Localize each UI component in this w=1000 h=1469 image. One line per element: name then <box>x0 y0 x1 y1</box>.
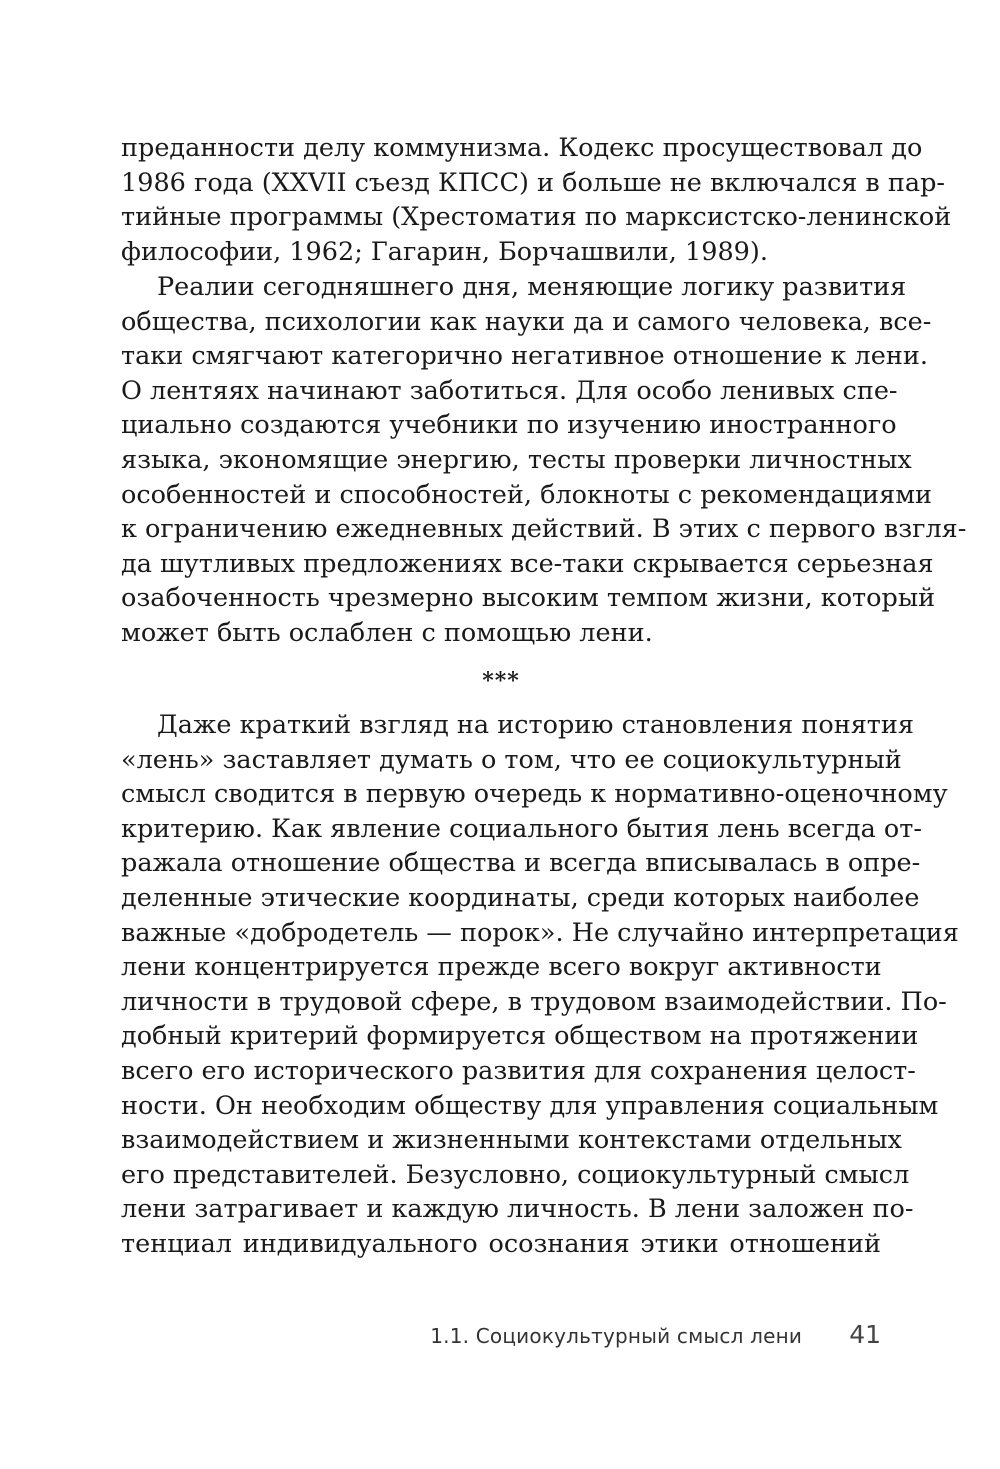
text-line: личности в трудовой сфере, в трудовом взаимодействии. По- <box>121 986 947 1017</box>
text-line: деленные этические координаты, среди которых наиболее <box>121 882 920 913</box>
running-head: 1.1. Социокультурный смысл лени <box>430 1324 803 1348</box>
text-line: Реалии сегодняшнего дня, меняющие логику развития <box>157 272 907 302</box>
text-line: тенциал индивидуального осознания этики отношений <box>121 1228 881 1259</box>
page-footer <box>430 1320 881 1349</box>
text-line: озабоченность чрезмерно высоким темпом жизни, который <box>121 583 936 614</box>
page-number: 41 <box>849 1320 881 1349</box>
text-line: преданности делу коммунизма. Кодекс просуществовал до <box>121 133 923 163</box>
text-line: смысл сводится в первую очередь к нормативно-оценочному <box>121 779 948 810</box>
text-line: может быть ослаблен с помощью лени. <box>121 617 653 648</box>
text-line: к ограничению ежедневных действий. В этих с первого взгля- <box>121 514 967 545</box>
text-line: добный критерий формируется обществом на протяжении <box>121 1021 919 1052</box>
text-line: лени концентрируется прежде всего вокруг активности <box>121 952 882 983</box>
text-line: лени затрагивает и каждую личность. В лени заложен по- <box>121 1194 914 1225</box>
text-line: критерию. Как явление социального бытия лень всегда от- <box>121 813 922 844</box>
text-line: важные «добродетель — порок». Не случайно интерпретация <box>121 917 959 948</box>
text-line: всего его исторического развития для сохранения целост- <box>121 1055 916 1086</box>
text-line: философии, 1962; Гагарин, Борчашвили, 1989). <box>121 236 768 267</box>
paragraph-continuation <box>121 131 952 269</box>
text-line: особенностей и способностей, блокноты с рекомендациями <box>121 479 933 510</box>
text-line: да шутливых предложениях все-таки скрывается серьезная <box>121 548 934 579</box>
text-line: циально создаются учебники по изучению иностранного <box>121 410 897 441</box>
text-line: ражала отношение общества и всегда вписывалась в опре- <box>121 848 921 879</box>
text-line: «лень» заставляет думать о том, что ее социокультурный <box>121 744 902 775</box>
text-line: общества, психологии как науки да и самого человека, все- <box>121 306 932 337</box>
text-line: его представителей. Безусловно, социокультурный смысл <box>121 1159 910 1190</box>
text-line: языка, экономящие энергию, тесты проверки личностных <box>121 444 912 475</box>
text-line: 1986 года (XXVII съезд КПСС) и больше не включался в пар- <box>121 167 946 198</box>
section-separator: *** <box>482 668 520 694</box>
paragraph-realities <box>121 270 967 651</box>
text-line: взаимодействием и жизненными контекстами отдельных <box>121 1125 902 1156</box>
text-line: Даже краткий взгляд на историю становления понятия <box>157 710 914 740</box>
text-line: таки смягчают категорично негативное отношение к лени. <box>121 341 928 372</box>
text-line: О лентяях начинают заботиться. Для особо ленивых спе- <box>121 375 898 406</box>
text-line: тийные программы (Хрестоматия по марксистско-ленинской <box>121 202 952 233</box>
paragraph-history <box>121 708 959 1262</box>
text-line: ности. Он необходим обществу для управления социальным <box>121 1090 939 1121</box>
